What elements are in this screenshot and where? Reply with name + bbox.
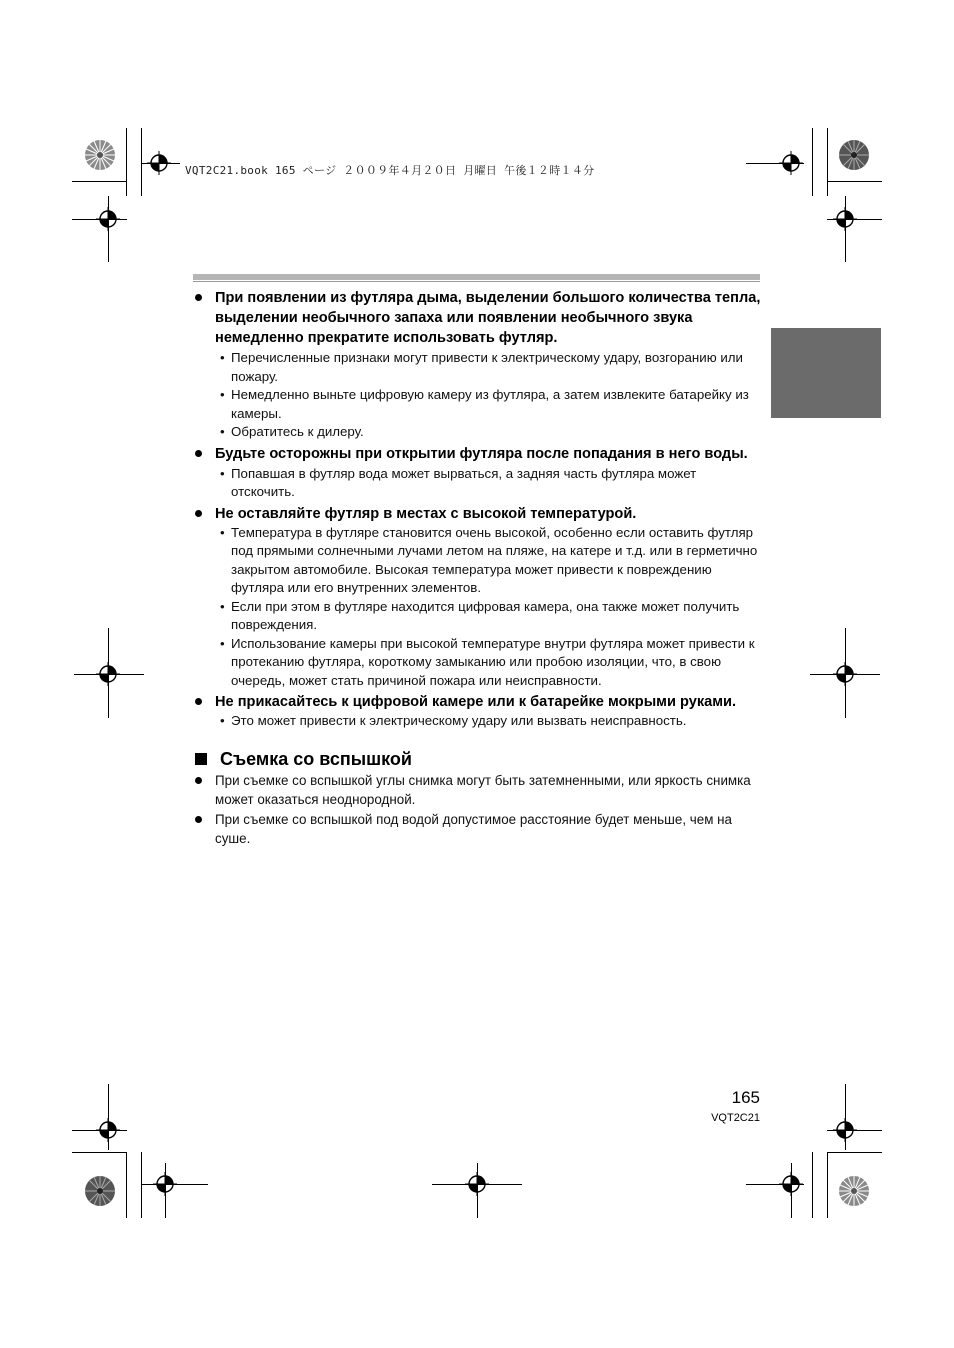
crop-line [126, 128, 127, 196]
main-content [193, 288, 761, 849]
crop-line [845, 196, 846, 262]
crop-line [746, 1184, 804, 1185]
document-code: VQT2C21 [711, 1112, 760, 1124]
sunburst-mark-bottom-right [838, 1175, 870, 1207]
crop-line [72, 219, 127, 220]
registration-mark [96, 662, 120, 686]
list-item: • Если при этом в футляре находится цифровая камера, она также может получить повреждения. [193, 598, 761, 635]
crop-line [812, 1152, 813, 1218]
crop-line [791, 1163, 792, 1218]
list-item: • Немедленно выньте цифровую камеру из футляра, а затем извлеките батарейку из камеры. [193, 386, 761, 423]
crop-line [477, 1163, 478, 1218]
crop-line [142, 163, 180, 164]
crop-line [827, 181, 882, 182]
warning-heading: При появлении из футляра дыма, выделении большого количества тепла, выделении необычного запаха или появлении необычного звука немедленно прекратите использовать футляр. [193, 288, 761, 348]
list-item: При съемке со вспышкой под водой допустимое расстояние будет меньше, чем на суше. [193, 810, 761, 849]
crop-line [72, 181, 127, 182]
section-heading-flash: Съемка со вспышкой [193, 748, 761, 770]
warning-heading: Не прикасайтесь к цифровой камере или к батарейке мокрыми руками. [193, 692, 761, 712]
registration-mark [833, 1118, 857, 1142]
crop-line [812, 128, 813, 196]
list-item: При съемке со вспышкой углы снимка могут быть затемненными, или яркость снимка может оказаться неоднородной. [193, 771, 761, 810]
list-item: • Использование камеры при высокой температуре внутри футляра может привести к протеканию футляра, короткому замыканию или пробою изоляции, что, в свою очередь, может стать причиной пожара или неисправности. [193, 635, 761, 691]
list-item: • Температура в футляре становится очень высокой, особенно если оставить футляр под прямыми солнечными лучами летом на пляже, на катере и т.д. или в герметично закрытом автомобиле. Высокая температура может привести к повреждению футляра или его внутренних элементов. [193, 524, 761, 598]
crop-line [126, 1152, 127, 1218]
side-tab [771, 328, 881, 418]
crop-line [141, 128, 142, 196]
registration-mark [833, 662, 857, 686]
warning-heading: Не оставляйте футляр в местах с высокой температурой. [193, 504, 761, 524]
print-header-info: VQT2C21.book 165 ページ ２００９年４月２０日 月曜日 午後１２時１４分 [185, 164, 595, 177]
crop-line [108, 196, 109, 262]
list-item: • Обратитесь к дилеру. [193, 423, 761, 442]
crop-line [746, 163, 804, 164]
crop-line [827, 219, 882, 220]
crop-line [72, 1152, 127, 1153]
sunburst-mark-top-left [84, 139, 116, 171]
registration-mark [96, 1118, 120, 1142]
list-item: • Попавшая в футляр вода может вырваться, а задняя часть футляра может отскочить. [193, 465, 761, 502]
list-item: • Перечисленные признаки могут привести к электрическому удару, возгоранию или пожару. [193, 349, 761, 386]
crop-line [141, 1152, 142, 1218]
page-number: 165 [731, 1088, 760, 1107]
crop-line [165, 1163, 166, 1218]
crop-line [142, 1184, 208, 1185]
top-rule [193, 274, 760, 280]
list-item: • Это может привести к электрическому удару или вызвать неисправность. [193, 712, 761, 731]
crop-line [827, 1152, 828, 1218]
crop-line [827, 128, 828, 196]
warning-heading: Будьте осторожны при открытии футляра после попадания в него воды. [193, 444, 761, 464]
sunburst-mark-bottom-left [84, 1175, 116, 1207]
sunburst-mark-top-right [838, 139, 870, 171]
crop-line [827, 1152, 882, 1153]
